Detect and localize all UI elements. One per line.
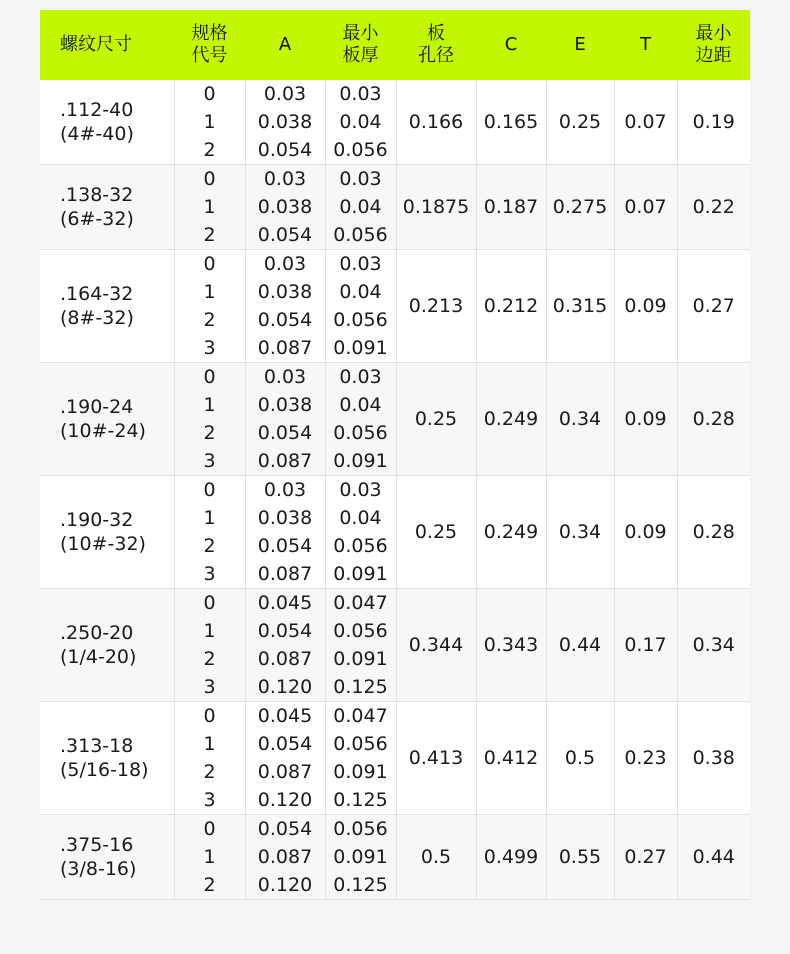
a-cell <box>245 165 325 250</box>
t-cell: 0.17 <box>614 589 677 702</box>
codes-cell <box>174 250 245 363</box>
a-value: 0.087 <box>257 648 313 670</box>
a-value: 0.087 <box>257 563 313 585</box>
e-cell: 0.55 <box>546 815 614 900</box>
a-cell <box>245 363 325 476</box>
column-header-line: 最小 <box>695 23 732 44</box>
a-cell <box>245 702 325 815</box>
a-value: 0.054 <box>257 733 313 755</box>
min-thickness-value: 0.056 <box>333 733 388 755</box>
column-header-a <box>245 10 325 80</box>
column-header-line: T <box>640 34 651 55</box>
thread-size-cell <box>40 702 174 815</box>
e-cell: 0.44 <box>546 589 614 702</box>
min-thickness-value: 0.056 <box>333 535 388 557</box>
min-thickness-cell <box>325 80 396 165</box>
column-header-line: 代号 <box>191 45 228 66</box>
a-value: 0.038 <box>257 507 313 529</box>
a-value: 0.045 <box>257 705 313 727</box>
min-thickness-value: 0.091 <box>333 648 388 670</box>
c-cell: 0.249 <box>476 363 546 476</box>
a-value: 0.03 <box>263 366 307 388</box>
min-thickness-value: 0.04 <box>339 507 382 529</box>
codes-value: 1 <box>203 846 216 868</box>
min-thickness-value: 0.091 <box>333 563 388 585</box>
codes-cell <box>174 363 245 476</box>
column-header-line: C <box>504 34 518 55</box>
t-cell: 0.07 <box>614 80 677 165</box>
min-edge-cell: 0.27 <box>677 250 750 363</box>
c-cell: 0.187 <box>476 165 546 250</box>
column-header-line: 螺纹尺寸 <box>60 34 132 55</box>
column-header-line: 孔径 <box>418 45 454 66</box>
min-thickness-value: 0.125 <box>333 874 388 896</box>
hole-cell: 0.1875 <box>396 165 476 250</box>
c-cell: 0.343 <box>476 589 546 702</box>
a-value: 0.054 <box>257 422 313 444</box>
codes-value: 1 <box>203 394 216 416</box>
a-value: 0.054 <box>257 818 313 840</box>
t-cell: 0.07 <box>614 165 677 250</box>
column-header-line: 板 <box>427 23 445 44</box>
thread-size-cell <box>40 363 174 476</box>
codes-value: 2 <box>203 139 216 161</box>
hole-cell: 0.5 <box>396 815 476 900</box>
column-header-line: 最小 <box>342 23 379 44</box>
hole-cell: 0.344 <box>396 589 476 702</box>
thread-size-text: .164-32 <box>60 283 134 305</box>
codes-value: 2 <box>203 874 216 896</box>
column-header-line: 规格 <box>191 23 228 44</box>
thread-size-text: (6#-32) <box>60 208 134 230</box>
min-edge-cell: 0.44 <box>677 815 750 900</box>
min-thickness-cell <box>325 702 396 815</box>
min-edge-cell: 0.38 <box>677 702 750 815</box>
codes-value: 0 <box>203 705 216 727</box>
thread-size-text: (3/8-16) <box>60 858 137 880</box>
a-value: 0.038 <box>257 394 313 416</box>
table-row <box>40 702 750 815</box>
codes-value: 3 <box>203 337 216 359</box>
table-row <box>40 250 750 363</box>
codes-value: 1 <box>203 733 216 755</box>
min-thickness-cell <box>325 589 396 702</box>
min-thickness-value: 0.056 <box>333 422 388 444</box>
column-header-e <box>546 10 614 80</box>
codes-value: 3 <box>203 789 216 811</box>
e-cell: 0.5 <box>546 702 614 815</box>
thread-size-cell <box>40 250 174 363</box>
table-row <box>40 363 750 476</box>
min-thickness-value: 0.03 <box>339 168 382 190</box>
thread-size-cell <box>40 476 174 589</box>
e-cell: 0.275 <box>546 165 614 250</box>
min-thickness-value: 0.04 <box>339 111 382 133</box>
t-cell: 0.09 <box>614 250 677 363</box>
min-thickness-value: 0.056 <box>333 139 388 161</box>
a-value: 0.087 <box>257 761 313 783</box>
min-thickness-value: 0.125 <box>333 789 388 811</box>
c-cell: 0.499 <box>476 815 546 900</box>
codes-cell <box>174 702 245 815</box>
a-value: 0.054 <box>257 309 313 331</box>
a-value: 0.087 <box>257 846 313 868</box>
min-thickness-value: 0.056 <box>333 224 388 246</box>
codes-value: 0 <box>203 83 216 105</box>
e-cell: 0.25 <box>546 80 614 165</box>
min-thickness-cell <box>325 476 396 589</box>
min-thickness-value: 0.091 <box>333 337 388 359</box>
hole-cell: 0.413 <box>396 702 476 815</box>
thread-size-text: (5/16-18) <box>60 759 149 781</box>
codes-value: 0 <box>203 479 216 501</box>
spec-table-wrapper <box>40 10 750 900</box>
min-thickness-value: 0.04 <box>339 196 382 218</box>
codes-value: 1 <box>203 111 216 133</box>
e-cell: 0.34 <box>546 476 614 589</box>
thread-size-text: (10#-24) <box>60 420 146 442</box>
c-cell: 0.212 <box>476 250 546 363</box>
table-row <box>40 80 750 165</box>
codes-value: 2 <box>203 761 216 783</box>
thread-size-text: .138-32 <box>60 184 134 206</box>
t-cell: 0.09 <box>614 363 677 476</box>
a-value: 0.03 <box>263 168 307 190</box>
codes-value: 0 <box>203 592 216 614</box>
a-value: 0.120 <box>257 874 313 896</box>
column-header-hole <box>396 10 476 80</box>
column-header-t <box>614 10 677 80</box>
t-cell: 0.23 <box>614 702 677 815</box>
column-header-line: E <box>574 34 586 55</box>
column-header-line: 板厚 <box>342 45 379 66</box>
thread-size-text: .313-18 <box>60 735 134 757</box>
a-value: 0.054 <box>257 139 313 161</box>
codes-value: 3 <box>203 450 216 472</box>
thread-size-text: (1/4-20) <box>60 646 137 668</box>
c-cell: 0.165 <box>476 80 546 165</box>
hole-cell: 0.25 <box>396 476 476 589</box>
c-cell: 0.249 <box>476 476 546 589</box>
codes-value: 2 <box>203 422 216 444</box>
codes-value: 0 <box>203 818 216 840</box>
codes-value: 0 <box>203 366 216 388</box>
a-cell <box>245 815 325 900</box>
a-value: 0.087 <box>257 337 313 359</box>
a-cell <box>245 589 325 702</box>
e-cell: 0.34 <box>546 363 614 476</box>
a-value: 0.038 <box>257 111 313 133</box>
thread-size-cell <box>40 165 174 250</box>
table-row <box>40 165 750 250</box>
codes-value: 2 <box>203 535 216 557</box>
a-value: 0.038 <box>257 196 313 218</box>
a-cell <box>245 250 325 363</box>
a-value: 0.120 <box>257 676 313 698</box>
min-edge-cell: 0.22 <box>677 165 750 250</box>
min-thickness-value: 0.125 <box>333 676 388 698</box>
min-edge-cell: 0.28 <box>677 363 750 476</box>
table-row <box>40 589 750 702</box>
a-cell <box>245 80 325 165</box>
min-thickness-value: 0.056 <box>333 309 388 331</box>
a-value: 0.087 <box>257 450 313 472</box>
e-cell: 0.315 <box>546 250 614 363</box>
table-row <box>40 815 750 900</box>
codes-value: 0 <box>203 253 216 275</box>
min-thickness-value: 0.091 <box>333 846 388 868</box>
thread-size-cell <box>40 80 174 165</box>
codes-cell <box>174 815 245 900</box>
thread-size-text: (10#-32) <box>60 533 146 555</box>
hole-cell: 0.25 <box>396 363 476 476</box>
a-value: 0.054 <box>257 620 313 642</box>
codes-value: 2 <box>203 648 216 670</box>
min-thickness-cell <box>325 815 396 900</box>
table-header-row <box>40 10 750 80</box>
codes-value: 1 <box>203 507 216 529</box>
thread-size-cell <box>40 589 174 702</box>
min-thickness-value: 0.03 <box>339 253 382 275</box>
t-cell: 0.27 <box>614 815 677 900</box>
a-value: 0.03 <box>263 479 307 501</box>
codes-cell <box>174 476 245 589</box>
min-thickness-value: 0.04 <box>339 281 382 303</box>
table-row <box>40 476 750 589</box>
a-value: 0.054 <box>257 224 313 246</box>
codes-value: 2 <box>203 224 216 246</box>
min-thickness-value: 0.091 <box>333 761 388 783</box>
codes-cell <box>174 589 245 702</box>
min-thickness-value: 0.03 <box>339 479 382 501</box>
c-cell: 0.412 <box>476 702 546 815</box>
thread-size-text: .190-24 <box>60 396 134 418</box>
column-header-code <box>174 10 245 80</box>
thread-spec-table <box>40 10 750 900</box>
codes-value: 2 <box>203 309 216 331</box>
min-edge-cell: 0.19 <box>677 80 750 165</box>
thread-size-text: .375-16 <box>60 834 134 856</box>
a-value: 0.120 <box>257 789 313 811</box>
a-value: 0.054 <box>257 535 313 557</box>
a-value: 0.038 <box>257 281 313 303</box>
thread-size-text: .190-32 <box>60 509 134 531</box>
min-thickness-value: 0.03 <box>339 83 382 105</box>
hole-cell: 0.166 <box>396 80 476 165</box>
min-thickness-cell <box>325 250 396 363</box>
column-header-line: A <box>278 34 292 55</box>
thread-size-text: .250-20 <box>60 622 134 644</box>
codes-value: 3 <box>203 676 216 698</box>
min-thickness-value: 0.047 <box>333 705 388 727</box>
t-cell: 0.09 <box>614 476 677 589</box>
min-thickness-cell <box>325 363 396 476</box>
codes-cell <box>174 80 245 165</box>
codes-value: 3 <box>203 563 216 585</box>
column-header-size <box>40 10 174 80</box>
table-body <box>40 80 750 900</box>
column-header-c <box>476 10 546 80</box>
min-edge-cell: 0.28 <box>677 476 750 589</box>
codes-value: 0 <box>203 168 216 190</box>
column-header-line: 边距 <box>695 45 732 66</box>
min-thickness-value: 0.056 <box>333 620 388 642</box>
thread-size-text: (4#-40) <box>60 123 134 145</box>
codes-value: 1 <box>203 281 216 303</box>
min-thickness-value: 0.091 <box>333 450 388 472</box>
min-thickness-value: 0.03 <box>339 366 382 388</box>
hole-cell: 0.213 <box>396 250 476 363</box>
thread-size-cell <box>40 815 174 900</box>
min-thickness-value: 0.056 <box>333 818 388 840</box>
min-thickness-value: 0.04 <box>339 394 382 416</box>
min-thickness-cell <box>325 165 396 250</box>
a-value: 0.03 <box>263 253 307 275</box>
a-value: 0.03 <box>263 83 307 105</box>
min-edge-cell: 0.34 <box>677 589 750 702</box>
codes-value: 1 <box>203 196 216 218</box>
a-cell <box>245 476 325 589</box>
column-header-min-edge <box>677 10 750 80</box>
a-value: 0.045 <box>257 592 313 614</box>
thread-size-text: .112-40 <box>60 99 134 121</box>
min-thickness-value: 0.047 <box>333 592 388 614</box>
codes-cell <box>174 165 245 250</box>
thread-size-text: (8#-32) <box>60 307 134 329</box>
column-header-min-thickness <box>325 10 396 80</box>
codes-value: 1 <box>203 620 216 642</box>
